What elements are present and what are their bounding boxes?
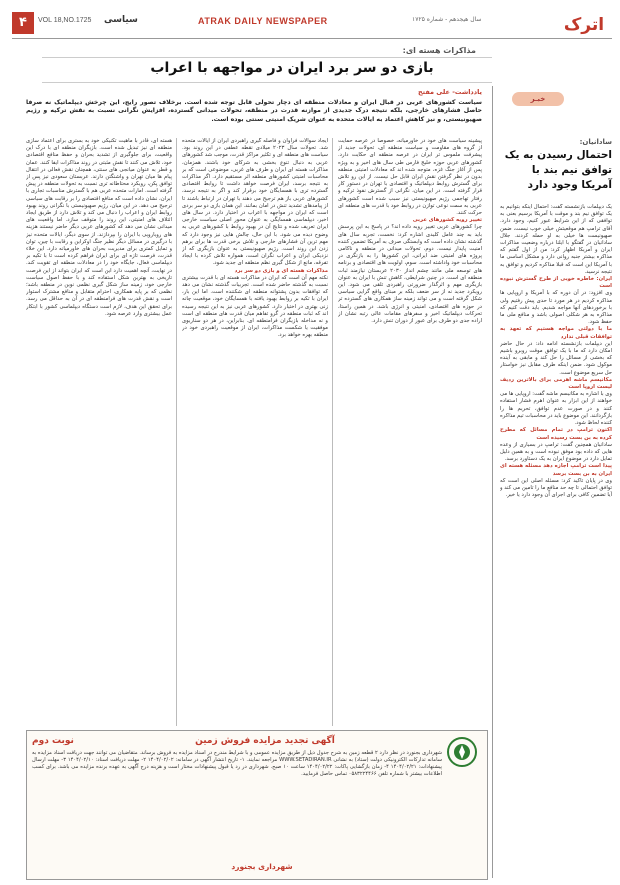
side-subheading-5: پیدا است ترامپ اجازه دهد مسئله هسته ای ایران به بن بست برسد (500, 463, 612, 477)
side-text-e: سادانیان همچنین گفت: ترامپ در بسیاری از وعده هایی که داده بود موفق نبوده است و به همین دلیل تمایل دارد در موضوع ایران به یک دستاورد برسد. (500, 441, 612, 463)
column-2-text: ایجاد سوالات فراوان و فاصله گیری راهبردی ایران از ایالات متحده شد. تحولات سال ۲۰۲۳ میلادی نقطه عطفی در این روند بود. سیاست های منطقه ای و تکثیر مراکز قدرت، موجب شد کشورهای عربی به دنبال تنوع بخشی به شرکای خود باشند. همزمان، مذاکرات هسته ای ایران و طرف های غربی، موضوعی است که بر محاسبات امنیتی کشورهای منطقه اثر مستقیم دارد. اگر مذاکرات به نتیجه برسد، ایران فرصت خواهد داشت تا روابط اقتصادی گسترده تری با همسایگان خود برقرار کند و اگر به نتیجه نرسد، کشورهای عربی باز هم ترجیح می دهند با تهران در ارتباط باشند تا از پیامدهای تشدید تنش در امان بمانند. این همان بازی دو سر بردی است که ایران در مواجهه با اعراب در اختیار دارد. در سال های اخیر، دیپلماسی همسایگی به عنوان محور اصلی سیاست خارجی ایران تعریف شده و نتایج آن در بهبود روابط با کشورهای عربی به وضوح دیده می شود. با این حال، چالش هایی نیز وجود دارد که مهم ترین آن فشارهای خارجی و تلاش برخی قدرت ها برای برهم زدن این روند است. رژیم صهیونیستی به عنوان بازیگری که از نزدیکی ایران و اعراب نگران است، همواره تلاش کرده با ایجاد تفرقه، مانع از شکل گیری نظم منطقه ای جدید شود. (182, 138, 328, 267)
svg-text:اترک: اترک (563, 15, 605, 35)
column-2-subheading: مذاکرات هسته ای و بازی دو سر برد (234, 267, 328, 274)
ad-signature: شهرداری بجنورد (231, 862, 293, 871)
ad-text: شهرداری بجنورد در نظر دارد ۲ قطعه زمین به شرح جدول ذیل از طریق مزایده عمومی و با شرایط مندرج در اسناد مزایده به فروش برساند. متقاضیان می توانند جهت دریافت اسناد مزایده به سامانه تدارکات الکترونیکی دولت (ستاد) به نشانی WWW.SETADIRAN.IR مراجعه نمایند. ۱- تاریخ انتشار آگهی در سامانه: ۱۴۰۴/۰۲/۰۲ ۲- مهلت دریافت اسناد: ۱۴۰۴/۰۲/۱۰ ۳- مهلت ارسال پیشنهادات: ۱۴۰۴/۰۲/۲۱ ۴- زمان بازگشایی پاکات: ۱۴۰۴/۰۲/۲۲ ساعت ۱۰ صبح. شهرداری در رد یا قبول پیشنهادات مختار است و هزینه درج آگهی به عهده برنده مزایده می باشد. برای کسب اطلاعات بیشتر با شماره تلفن ۰۵۸۳۲۲۴۴۶۶ تماس حاصل فرمایید. (32, 750, 442, 777)
article-headline: بازی دو سر برد ایران در مواجهه با اعراب (150, 60, 434, 76)
side-subheading-4: اکنون ترامپ در تمام مسائل که مطرح کرده به بن بست رسیده است (500, 427, 612, 441)
atrak-logo (556, 9, 612, 37)
article-author: یادداشت- علی مفتح (418, 88, 482, 96)
side-text-d: وی با اشاره به مکانیسم ماشه گفت: اروپایی ها می خواهند از این ابزار به عنوان اهرم فشار استفاده کنند و در صورت عدم توافق، تحریم ها را بازگردانند. این موضوع باید در محاسبات تیم مذاکره کننده لحاظ شود. (500, 391, 612, 427)
page-header (12, 8, 612, 39)
volume-number: VOL 18,NO.1725 (38, 17, 92, 24)
news-tag: خبـر (512, 92, 564, 106)
issue-line: سال هیجدهم - شماره ۱۷۲۵ (412, 16, 482, 23)
side-text-f: وی در پایان تاکید کرد: مسئله اصلی این است که توافق احتمالی تا چه حد منافع ما را تامین می کند و آیا تضمین کافی برای اجرای آن وجود دارد یا خیر. (500, 477, 612, 499)
municipality-emblem-icon (446, 736, 478, 768)
article-column-2 (182, 138, 328, 726)
side-subheading-3: مکانیسم ماشه اهرمی برای بالاترین ردیف لیست اروپا است (500, 376, 612, 391)
column-1-text-b: چرا کشورهای عربی تغییر رویه داده اند؟ در پاسخ به این پرسش باید به چند عامل کلیدی اشاره کرد: نخست، تجربه سال های گذشته نشان داده است که وابستگی صرف به آمریکا تضمین کننده امنیت پایدار نیست. دوم، تحولات میدانی در منطقه و ناکامی پروژه های امنیتی ضد ایرانی، این کشورها را به بازنگری در محاسبات خود واداشته است. سوم، اولویت های اقتصادی و برنامه های توسعه ملی مانند چشم انداز ۲۰۳۰ عربستان نیازمند ثبات منطقه ای است. در چنین شرایطی، کاهش تنش با ایران به عنوان بازیگری مهم و اثرگذار ضرورتی راهبردی تلقی می شود. این رویکرد جدید نه از سر ضعف بلکه بر مبنای واقع گرایی سیاسی شکل گرفته است و می تواند زمینه ساز همکاری های گسترده تر در حوزه های اقتصادی، امنیتی و انرژی باشد. در همین راستا، تحرکات دیپلماتیک اخیر و سفرهای مقامات عالی رتبه نشان از اراده جدی دو طرف برای عبور از دوران تنش دارد. (338, 224, 482, 325)
side-headline: احتمال رسیدن به یک توافق نیم بند با آمریکا وجود دارد (504, 149, 612, 191)
column-3-text: هسته ای، قادر با ماهیت تکنیکی خود به بستری برای اعتماد سازی منطقه ای نیز تبدیل شده است. بازیگران منطقه ای با درک این واقعیت، برای جلوگیری از تشدید بحران و حفظ منافع اقتصادی خود، تلاش می کنند تا نقش مثبتی در روند مذاکرات ایفا کنند. عمان و قطر به عنوان میانجی های سنتی، همچنان نقش فعالی در انتقال پیام ها میان تهران و واشنگتن دارند. عربستان سعودی نیز پس از توافق پکن، رویکرد محتاطانه تری نسبت به تحولات منطقه در پیش گرفته است. امارات متحده عربی هم با گسترش مناسبات تجاری با ایران، نشان داده است که منافع اقتصادی را بر رقابت های سیاسی ترجیح می دهد. در این میان، رژیم صهیونیستی با نگرانی روند بهبود روابط ایران و اعراب را دنبال می کند و تلاش دارد از طریق ایجاد ائتلاف های امنیتی، این روند را متوقف سازد. اما واقعیت های میدانی نشان می دهد که کشورهای عربی دیگر حاضر نیستند هزینه های رویارویی با ایران را بپردازند. از سوی دیگر، ایالات متحده نیز با درگیری در مسائل دیگر نظیر جنگ اوکراین و رقابت با چین، توان و تمایل کمتری برای مدیریت بحران های خاورمیانه دارد. این خلاء قدرت، فرصت تازه ای برای ایران فراهم کرده است تا با تکیه بر دیپلماسی فعال، جایگاه خود را در معادلات منطقه ای تقویت کند. در نهایت، آنچه اهمیت دارد این است که ایران بتواند از این فرصت تاریخی به بهترین شکل استفاده کند و با حفظ اصول سیاست خارجی خود، زمینه ساز شکل گیری نظمی نوین در منطقه باشد؛ نظمی که بر پایه همکاری، احترام متقابل و منافع مشترک استوار است و نقش قدرت های فرامنطقه ای در آن به حداقل می رسد. برای تحقق این هدف، لازم است دستگاه دیپلماسی کشور با ابتکار عمل بیشتری وارد عرصه شود. (26, 138, 172, 317)
side-text-c: این دیپلمات بازنشسته ادامه داد: در حال حاضر امکان دارد که ما با یک توافق موقت روبرو باشیم که بخشی از مسائل را حل کند و مابقی به آینده موکول شود. ضمن اینکه طرف مقابل نیز خواستار حل سریع موضوع است. (500, 340, 612, 376)
side-text-b: وی افزود: در آن دوره که با آمریکا و اروپایی ها مذاکره کردیم در هر مورد تا حدی پیش رفتیم ولی با برخوردهای آنها مواجه شدیم. باید دقت کنیم که مذاکره به هر شکلی اصولی باشد و منافع ملی ما حفظ شود. (500, 290, 612, 326)
column-1-subheading: تغییر رویه کشورهای عربی (412, 217, 482, 224)
side-kicker: سادانیان: (579, 138, 612, 146)
article-lead: سیاست کشورهای عربی در قبال ایران و معادلات منطقه ای دچار تحولی قابل توجه شده است. برخلاف تصور رایج، این چرخش دیپلماتیک نه صرفا حاصل فشارهای خارجی، بلکه نتیجه درک جدیدی از موازنه قدرت در منطقه، تحولات میدانی گسترده، افزایش نگرانی نسبت به نقش ترکیه و رژیم صهیونیستی، و نیز کاهش اعتماد به ایالات متحده به عنوان شریک امنیتی سنتی بوده است. (26, 99, 482, 123)
ad-title: آگهی تجدید مزایده فروش زمین (195, 736, 335, 746)
article-column-1 (338, 138, 482, 726)
side-text-a: یک دیپلمات بازنشسته گفت: احتمال اینکه بتوانیم به یک توافق نیم بند و موقت با آمریکا برسیم بعنی به توافقی که از این شرایط عبور کنیم، وجود دارد. آقای ترامپ هم موقعیتش خیلی خوب نیست، ضمن صهیونیست ها خیلی به او حمله کردند. جلال سادانیان در گفتگو با ایلنا درباره وضعیت مذاکرات ایران و آمریکا اظهار کرد: من از اول گفتم که مذاکره بیشتر جنبه روانی دارد و مشکل اساسی ما با آمریکا این است که قبلا مذاکره کردیم و توافق به نتیجه نرسید. (500, 204, 612, 275)
newspaper-page (12, 8, 612, 878)
side-column-divider (492, 86, 493, 878)
paper-name-en: ATRAK DAILY NEWSPAPER (198, 16, 328, 26)
section-name: سیاسی (104, 15, 138, 25)
page-number: ۴ (12, 12, 34, 34)
column-1-text: پیشینه سیاست های خود در خاورمیانه، خصوصا در عرصه حمایت از گروه های مقاومت و سیاست منطقه ای، تحولات جدید از پیشرفت ملموس تر ایران در عرصه منطقه ای حکایت دارد. کشورهای عربی حوزه خلیج فارس طی سال های اخیر و به ویژه پس از آغاز جنگ غزه، متوجه شده اند که معادلات امنیتی منطقه بدون در نظر گرفتن نقش ایران قابل حل نیست. از این رو تلاش برای گسترش روابط دیپلماتیک و اقتصادی با تهران در دستور کار قرار گرفته است. در این میان، نگرانی از گسترش نفوذ ترکیه و رفتار تهاجمی رژیم صهیونیستی نیز سبب شده است کشورهای عربی به سمت نوعی توازن در روابط خود با قدرت های منطقه ای حرکت کنند. (338, 138, 482, 217)
ad-turn: نوبت دوم (32, 736, 74, 746)
side-subheading-2: ما با دولتی مواجه هستیم که تعهد به توافقات قبلی ندارد (500, 326, 612, 340)
column-divider (176, 138, 177, 726)
article-column-3 (26, 138, 172, 726)
column-divider (332, 138, 333, 726)
side-article-body (500, 204, 612, 876)
column-2-text-b: نکته مهم آن است که ایران در مذاکرات هسته ای با قدرت بیشتری نسبت به گذشته حاضر شده است. تجربیات گذشته نشان می دهد که توافقات بدون پشتوانه منطقه ای شکننده است. اما این بار، ایران با تکیه بر روابط بهبود یافته با همسایگان خود، موقعیت چانه زنی بهتری در اختیار دارد. کشورهای عربی نیز به این نتیجه رسیده اند که ثبات منطقه در گرو تفاهم میان قدرت های منطقه ای است و نه مداخله بازیگران فرامنطقه ای. بنابراین، در هر دو سناریوی موفقیت یا شکست مذاکرات، ایران از موقعیت راهبردی خود در منطقه بهره خواهد برد. (182, 274, 328, 339)
side-subheading-1: ایران: خاطره خوبی از طرح گسترش نبوده است (500, 276, 612, 290)
article-kicker: مذاکرات هسته ای: (402, 46, 476, 55)
